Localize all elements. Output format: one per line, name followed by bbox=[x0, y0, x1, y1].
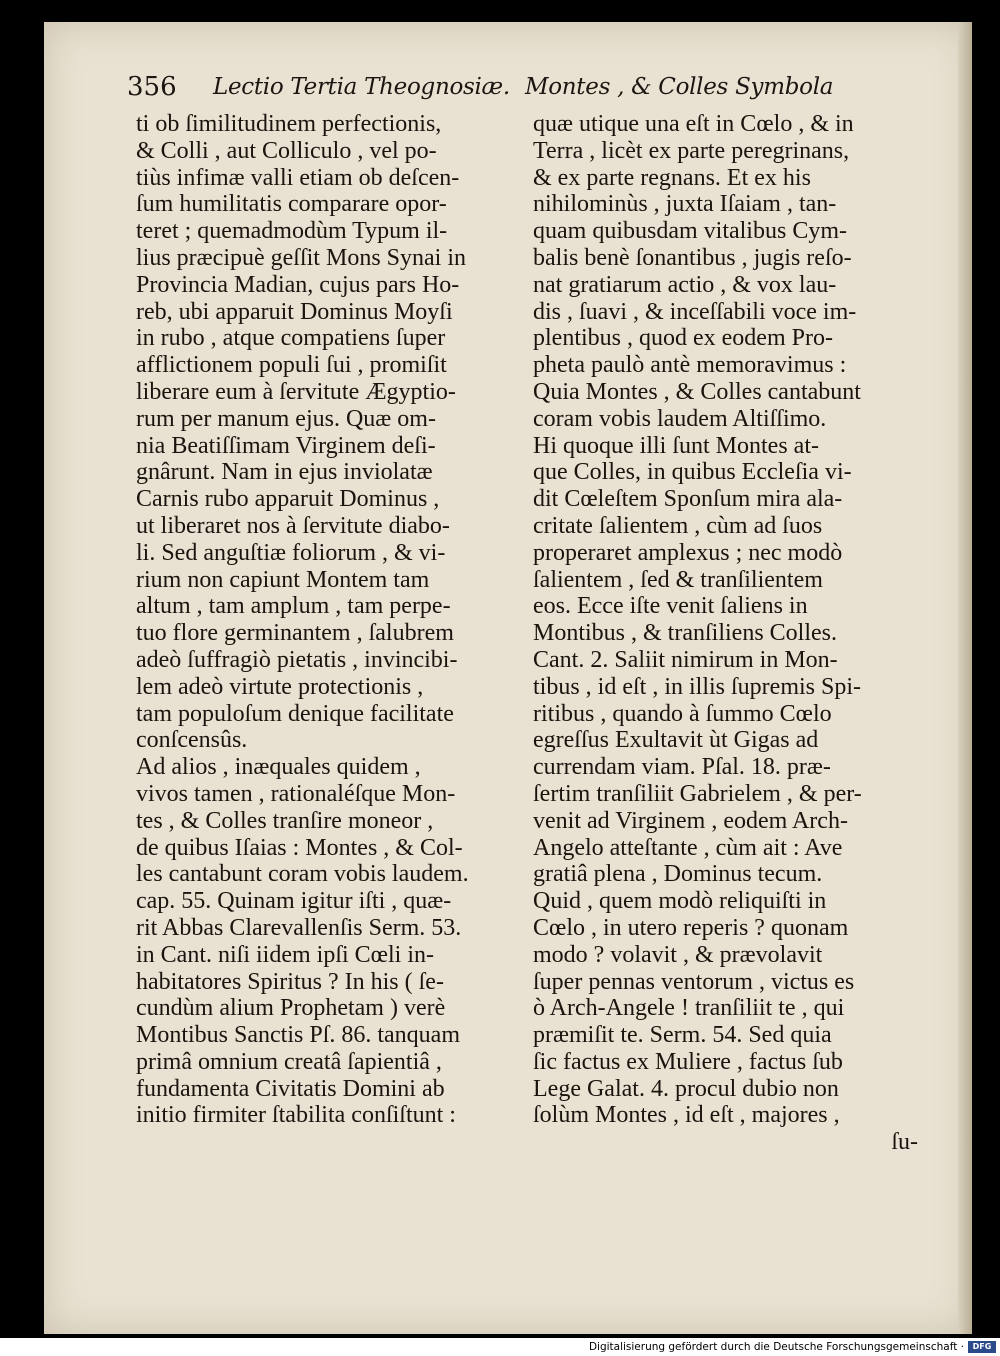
text-line: Hi quoque illi ſunt Montes at- bbox=[533, 432, 819, 459]
text-line: rum per manum ejus. Quæ om- bbox=[136, 405, 436, 432]
text-line: & ex parte regnans. Et ex his bbox=[533, 164, 811, 191]
text-line: venit ad Virginem , eodem Arch- bbox=[533, 807, 848, 834]
text-line: ſolùm Montes , id eſt , majores , bbox=[533, 1102, 840, 1129]
text-line: tibus , id eſt , in illis ſupremis Spi- bbox=[533, 673, 862, 700]
text-line: ſuper pennas ventorum , victus es bbox=[533, 968, 855, 995]
text-line: Montibus Sanctis Pſ. 86. tanquam bbox=[136, 1022, 460, 1049]
text-line: reb, ubi apparuit Dominus Moyſi bbox=[136, 298, 453, 325]
text-line: altum , tam amplum , tam perpe- bbox=[136, 593, 451, 620]
text-line: rium non capiunt Montem tam bbox=[136, 566, 430, 593]
text-line: præmiſit te. Serm. 54. Sed quia bbox=[533, 1022, 832, 1049]
text-line: Lege Galat. 4. procul dubio non bbox=[533, 1075, 839, 1102]
text-line: habitatores Spiritus ? In his ( ſe- bbox=[136, 968, 444, 995]
text-line: lem adeò virtute protectionis , bbox=[136, 673, 424, 700]
text-line: critate ſalientem , cùm ad ſuos bbox=[533, 512, 823, 539]
text-line: ſalientem , ſed & tranſilientem bbox=[533, 566, 823, 593]
text-line: modo ? volavit , & prævolavit bbox=[533, 941, 823, 968]
text-line: de quibus Iſaias : Montes , & Col- bbox=[136, 834, 463, 861]
text-line: ſertim tranſiliit Gabrielem , & per- bbox=[533, 780, 862, 807]
running-title: Lectio Tertia Theognosiæ. bbox=[213, 74, 510, 100]
text-line: afflictionem populi ſui , promiſit bbox=[136, 352, 447, 379]
text-line: initio firmiter ſtabilita conſiſtunt : bbox=[136, 1102, 456, 1129]
text-line: in Cant. niſi iidem ipſi Cœli in- bbox=[136, 941, 434, 968]
text-line: vivos tamen , rationaléſque Mon- bbox=[136, 780, 456, 807]
text-line: tiùs infimæ valli etiam ob deſcen- bbox=[136, 164, 460, 191]
text-line: ut liberaret nos à ſervitute diabo- bbox=[136, 512, 450, 539]
page-number: 356 bbox=[127, 72, 177, 102]
text-line: in rubo , atque compatiens ſuper bbox=[136, 325, 446, 352]
text-line: tam populoſum denique facilitate bbox=[136, 700, 454, 727]
text-line: tuo flore germinantem , ſalubrem bbox=[136, 620, 454, 647]
text-line: nat gratiarum actio , & vox lau- bbox=[533, 271, 837, 298]
page-header bbox=[127, 72, 872, 108]
text-line: balis benè ſonantibus , jugis reſo- bbox=[533, 244, 852, 271]
text-line: conſcensûs. bbox=[136, 727, 248, 754]
text-line: primâ omnium creatâ ſapientiâ , bbox=[136, 1048, 442, 1075]
text-line: Quid , quem modò reliquiſti in bbox=[533, 888, 827, 915]
text-line: Carnis rubo apparuit Dominus , bbox=[136, 486, 440, 513]
text-line: ò Arch-Angele ! tranſiliit te , qui bbox=[533, 995, 845, 1022]
text-line: Ad alios , inæquales quidem , bbox=[136, 754, 421, 781]
text-line: ti ob ſimilitudinem perfectionis, bbox=[136, 111, 442, 137]
left-text-column bbox=[136, 111, 516, 1129]
text-line: gratiâ plena , Dominus tecum. bbox=[533, 861, 823, 888]
text-line: tes , & Colles tranſire moneor , bbox=[136, 807, 434, 834]
text-line: Terra , licèt ex parte peregrinans, bbox=[533, 137, 850, 164]
text-line: properaret amplexus ; nec modò bbox=[533, 539, 843, 566]
text-line: que Colles, in quibus Eccleſia vi- bbox=[533, 459, 852, 486]
text-line: coram vobis laudem Altiſſimo. bbox=[533, 405, 827, 432]
text-line: nihilominùs , juxta Iſaiam , tan- bbox=[533, 191, 837, 218]
text-line: quam quibusdam vitalibus Cym- bbox=[533, 218, 847, 245]
text-line: fundamenta Civitatis Domini ab bbox=[136, 1075, 445, 1102]
text-line: nia Beatiſſimam Virginem deſi- bbox=[136, 432, 436, 459]
page-gutter bbox=[958, 22, 972, 1334]
catchword: ſu- bbox=[891, 1129, 918, 1156]
text-line: dis , ſuavi , & inceſſabili voce im- bbox=[533, 298, 857, 325]
text-line: teret ; quemadmodùm Typum il- bbox=[136, 218, 448, 245]
text-line: lius præcipuè geſſit Mons Synai in bbox=[136, 244, 466, 271]
text-line: Cant. 2. Saliit nimirum in Mon- bbox=[533, 646, 838, 673]
text-line: ritibus , quando à ſummo Cœlo bbox=[533, 700, 832, 727]
text-line: les cantabunt coram vobis laudem. bbox=[136, 861, 469, 888]
text-line: egreſſus Exultavit ùt Gigas ad bbox=[533, 727, 819, 754]
right-text-column bbox=[533, 111, 918, 1156]
text-line: adeò ſuffragiò pietatis , invincibi- bbox=[136, 646, 458, 673]
running-title-right: Montes , & Colles Symbola bbox=[525, 74, 834, 100]
digitization-footer bbox=[0, 1338, 1000, 1356]
text-line: gnârunt. Nam in ejus inviolatæ bbox=[136, 459, 433, 486]
footer-credit: Digitalisierung gefördert durch die Deutsche Forschungsgemeinschaft · bbox=[588, 1341, 964, 1353]
text-line: Angelo atteſtante , cùm ait : Ave bbox=[533, 834, 843, 861]
text-line: Montibus , & tranſiliens Colles. bbox=[533, 620, 837, 647]
text-line: Quia Montes , & Colles cantabunt bbox=[533, 378, 861, 405]
text-line: plentibus , quod ex eodem Pro- bbox=[533, 325, 833, 352]
text-line: quæ utique una eſt in Cœlo , & in bbox=[533, 111, 854, 137]
text-line: ſic factus ex Muliere , factus ſub bbox=[533, 1048, 843, 1075]
text-line: rit Abbas Clarevallenſis Serm. 53. bbox=[136, 914, 462, 941]
text-line: Cœlo , in utero reperis ? quonam bbox=[533, 914, 849, 941]
text-line: cap. 55. Quinam igitur iſti , quæ- bbox=[136, 888, 452, 915]
text-line: currendam viam. Pſal. 18. præ- bbox=[533, 754, 831, 781]
text-line: Provincia Madian, cujus pars Ho- bbox=[136, 271, 460, 298]
text-line: pheta paulò antè memoravimus : bbox=[533, 352, 847, 379]
text-line: li. Sed anguſtiæ foliorum , & vi- bbox=[136, 539, 446, 566]
text-line: & Colli , aut Colliculo , vel po- bbox=[136, 137, 437, 164]
dfg-logo: DFG bbox=[968, 1341, 996, 1353]
text-line: ſum humilitatis comparare opor- bbox=[136, 191, 447, 218]
text-line: cundùm alium Prophetam ) verè bbox=[136, 995, 446, 1022]
text-line: eos. Ecce iſte venit ſaliens in bbox=[533, 593, 808, 620]
text-line: dit Cœleſtem Sponſum mira ala- bbox=[533, 486, 843, 513]
text-line: liberare eum à ſervitute Ægyptio- bbox=[136, 378, 456, 405]
